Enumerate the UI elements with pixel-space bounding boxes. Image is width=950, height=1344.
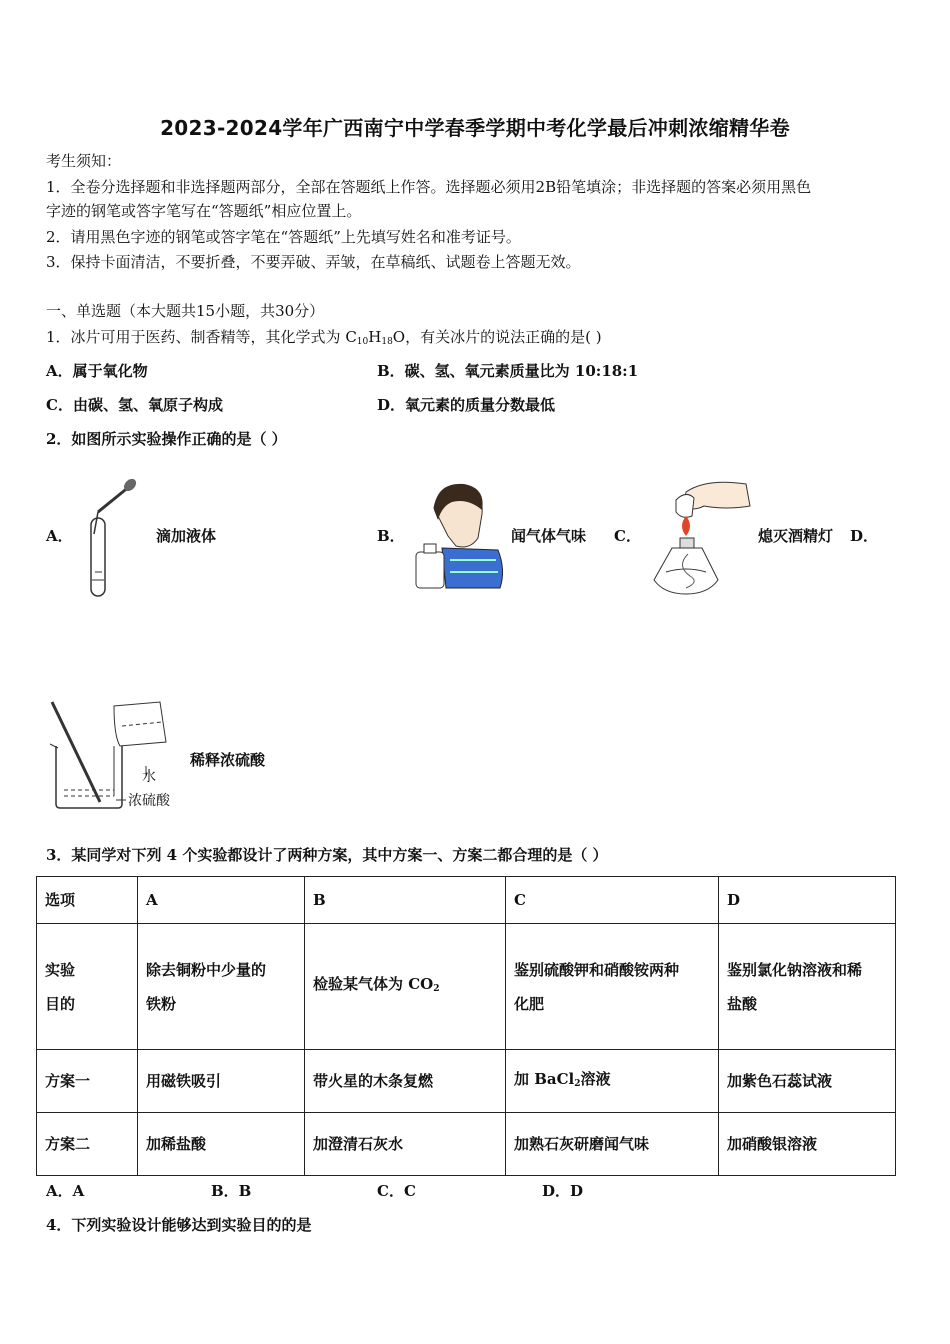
q2-stem: 2．如图所示实验操作正确的是（ ） [46, 430, 287, 448]
plan2-d: 加硝酸银溶液 [719, 1113, 896, 1176]
water-label: 水 [142, 769, 156, 785]
notice-heading: 考生须知： [46, 152, 122, 170]
section-heading: 一、单选题（本大题共15小题，共30分） [46, 302, 325, 320]
plan1-c: 加 BaCl$_2$溶液 [506, 1050, 719, 1113]
q2-option-c-letter[interactable]: C． [614, 527, 641, 545]
q1-option-d[interactable]: D．氧元素的质量分数最低 [377, 396, 556, 414]
purpose-b: 检验某气体为 $CO_2$ [305, 924, 506, 1050]
purpose-d: 鉴别氯化钠溶液和稀 盐酸 [719, 924, 896, 1050]
q3-option-a[interactable]: A．A [46, 1182, 85, 1200]
q2-option-a-text: 滴加液体 [156, 527, 217, 545]
q2-option-d-text: 稀释浓硫酸 [190, 751, 266, 769]
q2-option-a-letter[interactable]: A． [46, 527, 73, 545]
table-row [37, 1113, 896, 1176]
header-cell: D [719, 877, 896, 924]
q3-table [36, 876, 896, 1176]
acid-label: 浓硫酸 [128, 793, 170, 809]
header-cell: A [138, 877, 305, 924]
dropper-figure [78, 476, 140, 600]
q2-option-b-text: 闻气体气味 [511, 527, 587, 545]
header-cell: C [506, 877, 719, 924]
purpose-a: 除去铜粉中少量的 铁粉 [138, 924, 305, 1050]
notice-line-2: 2．请用黑色字迹的钢笔或答字笔在“答题纸”上先填写姓名和准考证号。 [46, 228, 521, 246]
header-cell: B [305, 877, 506, 924]
table-row [37, 877, 896, 924]
notice-line-1a: 1．全卷分选择题和非选择题两部分，全部在答题纸上作答。选择题必须用2B铅笔填涂；非选择题的答案必须用黑色 [46, 178, 812, 196]
purpose-label: 实验 目的 [37, 924, 138, 1050]
table-row [37, 924, 896, 1050]
plan2-label: 方案二 [37, 1113, 138, 1176]
alcohol-lamp-figure [646, 476, 754, 598]
q3-stem: 3．某同学对下列 4 个实验都设计了两种方案，其中方案一、方案二都合理的是（ ） [46, 846, 608, 864]
q3-option-d[interactable]: D．D [542, 1182, 584, 1200]
plan1-label: 方案一 [37, 1050, 138, 1113]
q3-option-c[interactable]: C．C [377, 1182, 416, 1200]
smell-gas-figure [412, 480, 508, 592]
q4-stem: 4．下列实验设计能够达到实验目的的是 [46, 1216, 312, 1234]
plan1-d: 加紫色石蕊试液 [719, 1050, 896, 1113]
plan2-b: 加澄清石灰水 [305, 1113, 506, 1176]
plan1-a: 用磁铁吸引 [138, 1050, 305, 1113]
plan2-c: 加熟石灰研磨闻气味 [506, 1113, 719, 1176]
header-cell: 选项 [37, 877, 138, 924]
q1-option-c[interactable]: C．由碳、氢、氧原子构成 [46, 396, 223, 414]
notice-line-3: 3．保持卡面清洁，不要折叠，不要弄破、弄皱，在草稿纸、试题卷上答题无效。 [46, 253, 581, 271]
notice-line-1b: 字迹的钢笔或答字笔写在“答题纸”相应位置上。 [46, 202, 362, 220]
q1-option-a[interactable]: A．属于氧化物 [46, 362, 148, 380]
q2-option-c-text: 熄灭酒精灯 [758, 527, 834, 545]
purpose-c: 鉴别硫酸钾和硝酸铵两种 化肥 [506, 924, 719, 1050]
q1-stem: 1．冰片可用于医药、制香精等，其化学式为 $C_{10}H_{18}O$，有关冰片的说法正确的是( ) [46, 328, 602, 347]
q1-option-b[interactable]: B．碳、氢、氧元素质量比为 10:18:1 [377, 362, 639, 380]
q2-option-d-letter[interactable]: D． [850, 527, 879, 545]
page-title: 2023-2024学年广西南宁中学春季学期中考化学最后冲刺浓缩精华卷 [160, 116, 790, 140]
plan2-a: 加稀盐酸 [138, 1113, 305, 1176]
table-row [37, 1050, 896, 1113]
q2-option-b-letter[interactable]: B． [377, 527, 405, 545]
plan1-b: 带火星的木条复燃 [305, 1050, 506, 1113]
q3-option-b[interactable]: B．B [211, 1182, 252, 1200]
